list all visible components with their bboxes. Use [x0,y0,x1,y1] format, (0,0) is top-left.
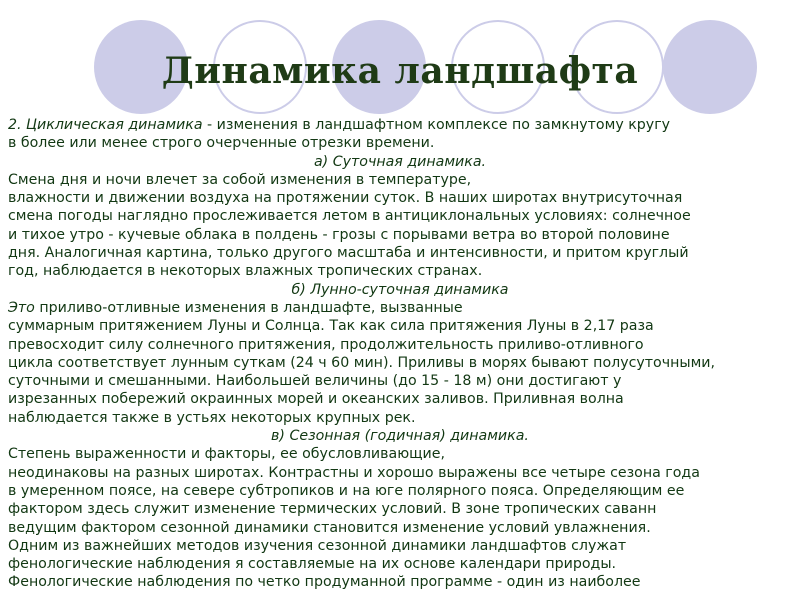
body-line: суточными и смешанными. Наибольшей величины (до 15 - 18 м) они достигают у [8,373,622,390]
body-line: изрезанных побережий окраинных морей и океанских заливов. Приливная волна [8,391,624,408]
body-line: Фенологические наблюдения по четко продуманной программе - один из наиболее [8,574,641,591]
italic-term: Это [8,299,35,316]
body-line: суммарным притяжением Луны и Солнца. Так как сила притяжения Луны в 2,17 раза [8,318,654,335]
body-line: цикла соответствует лунным суткам (24 ч 60 мин). Приливы в морях бывают полусуточными, [8,354,716,371]
body-line-rest: приливо-отливные изменения в ландшафте, вызванные [34,299,463,316]
body-line [8,116,792,134]
body-line: в умеренном поясе, на севере субтропиков и на юге полярного пояса. Определяющим ее [8,482,685,499]
italic-term: 2. Циклическая динамика [8,117,203,133]
body-line: наблюдается также в устьях некоторых крупных рек. [8,409,416,426]
body-line: Степень выраженности и факторы, ее обусловливающие, [8,446,445,463]
body-line [8,299,792,317]
body-line: и тихое утро - кучевые облака в полдень - грозы с порывами ветра во второй половине [8,226,670,243]
body-line: Одним из важнейших методов изучения сезонной динамики ландшафтов служат [8,537,627,554]
body-line: неодинаковы на разных широтах. Контрастны и хорошо выражены все четыре сезона года [8,464,700,481]
body-line: год, наблюдается в некоторых влажных тропических странах. [8,263,483,280]
body-line: дня. Аналогичная картина, только другого масштаба и интенсивности, и притом круглый [8,245,689,262]
slide-title: Динамика ландшафта [161,50,639,92]
body-line: фенологические наблюдения я составляемые на их основе календари природы. [8,556,617,573]
section-heading: в) Сезонная (годичная) динамика. [271,428,529,445]
body-line: ведущим фактором сезонной динамики становится изменение условий увлажнения. [8,519,651,536]
body-line-rest: - изменения в ландшафтном комплексе по замкнутому кругу [202,117,671,133]
slide-body [8,116,792,592]
section-heading: б) Лунно-суточная динамика [291,281,509,298]
body-line: влажности и движении воздуха на протяжении суток. В наших широтах внутрисуточная [8,190,683,207]
body-line: превосходит силу солнечного притяжения, продолжительность приливо-отливного [8,336,644,353]
body-line: Смена дня и ночи влечет за собой изменения в температуре, [8,171,472,188]
body-line: в более или менее строго очерченные отрезки времени. [8,135,435,152]
body-line: фактором здесь служит изменение термических условий. В зоне тропических саванн [8,501,657,518]
body-line: смена погоды наглядно прослеживается летом в антициклональных условиях: солнечное [8,208,691,225]
section-heading: а) Суточная динамика. [313,153,487,170]
